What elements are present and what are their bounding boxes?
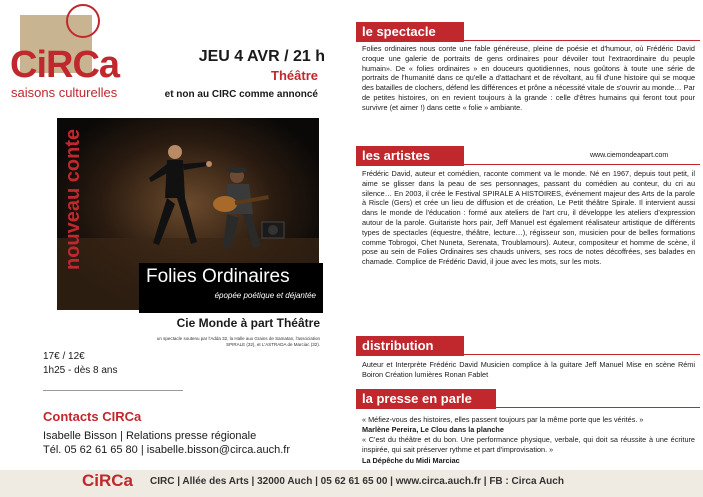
contacts-heading: Contacts CIRCa xyxy=(43,409,142,424)
vertical-label xyxy=(57,122,85,272)
company-name: Cie Monde à part Théâtre xyxy=(176,316,320,330)
artistes-text: Frédéric David, auteur et comédien, raconte comment va le monde. Né en 1967, depuis tout petit, il aime se glisser dans la peau de ses personnages, passant du comédien au conteur, du cri au silence… En 2003, il crée le Festival SPIRALE A HISTOIRES, événement majeur des Arts de la parole à Riscle (Gers) et crée un lieu de diffusion et de création, Le Petit théâtre Spirale. Il intervient aussi dans le monde de l'éducation : formé aux ateliers de l'art cru, il développe les ateliers d'expression autour de la parole. Guitariste hors pair, Jeff Manuel est également réalisateur artistique de différents types de spectacles (équestre, théâtre, lecture…), régisseur son, musicien pour de belles formations comme Tobrogoi, Chet Nuneta, Serenata, Troublamours). Auteur, compositeur et homme de scène, il pose au sein de Folies Ordinaires ses chauds univers, ses rocs de notes décoffrées, ses balades en chamade. Complice de Frédéric David, il joue avec les mots, sur les mots. xyxy=(362,169,695,267)
vertical-label-text: nouveau conte xyxy=(62,128,84,270)
section-rule xyxy=(464,40,700,41)
section-rule xyxy=(464,164,700,165)
logo-subtitle: saisons culturelles xyxy=(11,85,118,100)
contact-phone-email[interactable]: Tél. 05 62 61 65 80 | isabelle.bisson@circa.auch.fr xyxy=(43,444,290,456)
section-heading-spectacle: le spectacle xyxy=(356,22,464,42)
press-quote-2: « C'est du théâtre et du bon. Une performance physique, verbale, qui doit sa réussite à une écriture inspirée, qui sait préserver rythme et part d'improvisation. » xyxy=(362,435,695,454)
show-title: Folies Ordinaires xyxy=(146,266,290,287)
section-rule xyxy=(496,407,700,408)
section-heading-artistes: les artistes xyxy=(356,146,464,166)
section-heading-presse: la presse en parle xyxy=(356,389,496,409)
divider xyxy=(43,390,183,391)
logo-circle-icon xyxy=(66,4,100,38)
duration: 1h25 - dès 8 ans xyxy=(43,365,118,376)
company-website[interactable]: www.ciemondeapart.com xyxy=(590,152,669,159)
event-note: et non au CIRC comme annoncé xyxy=(164,89,318,100)
price: 17€ / 12€ xyxy=(43,351,85,362)
spectacle-text: Folies ordinaires nous conte une fable généreuse, pleine de poésie et d'humour, où Frédéric David croque une galerie de portraits de gens ordinaires pour dévoiler tout l'extraordinaire du peuple humain». De « folies ordinaires » en douceurs quotidiennes, nous goûtons à toute une série de portraits de l'humanité dans ce qu'elle a d'attachant et de révoltant, au fil d'une histoire qui se moque des batailles de clochers, défend les différences et prône a nécessité vitale de s'ouvrir au monde… Par de petites histoires, on en revient toujours à la grande : celle d'êtres humains qui feront tout pour survivre (et aimer !) dans cette « folie » ambiante. xyxy=(362,44,695,112)
footer-logo: CiRCa xyxy=(82,471,134,490)
contact-person: Isabelle Bisson | Relations presse régionale xyxy=(43,430,257,442)
show-subtitle: épopée poétique et déjantée xyxy=(214,291,316,300)
event-date: JEU 4 AVR / 21 h xyxy=(198,48,325,65)
logo-wordmark: CiRCa xyxy=(10,44,120,86)
footer-text: CIRC | Allée des Arts | 32000 Auch | 05 62 61 65 00 | www.circa.auch.fr | FB : Circa Auch xyxy=(150,476,564,487)
press-source-1: Marlène Pereira, Le Clou dans la planche xyxy=(362,425,504,434)
distribution-text: Auteur et Interprète Frédéric David Musicien complice à la guitare Jeff Manuel Mise en scène Rémi Boiron Création lumières Ronan Fablet xyxy=(362,360,695,379)
section-heading-distribution: distribution xyxy=(356,336,464,356)
section-rule xyxy=(464,354,700,355)
event-genre: Théâtre xyxy=(271,68,318,83)
support-text: un spectacle soutenu par l'Adda 32, la Halle aux Grains de Samatan, l'association SPIRALE (32), et L'ASTRADA de Marciac (32). xyxy=(156,336,320,347)
press-quote-1: « Méfiez-vous des histoires, elles passent toujours par la même porte que les vérités. » xyxy=(362,415,644,424)
press-source-2: La Dépêche du Midi Marciac xyxy=(362,456,460,465)
